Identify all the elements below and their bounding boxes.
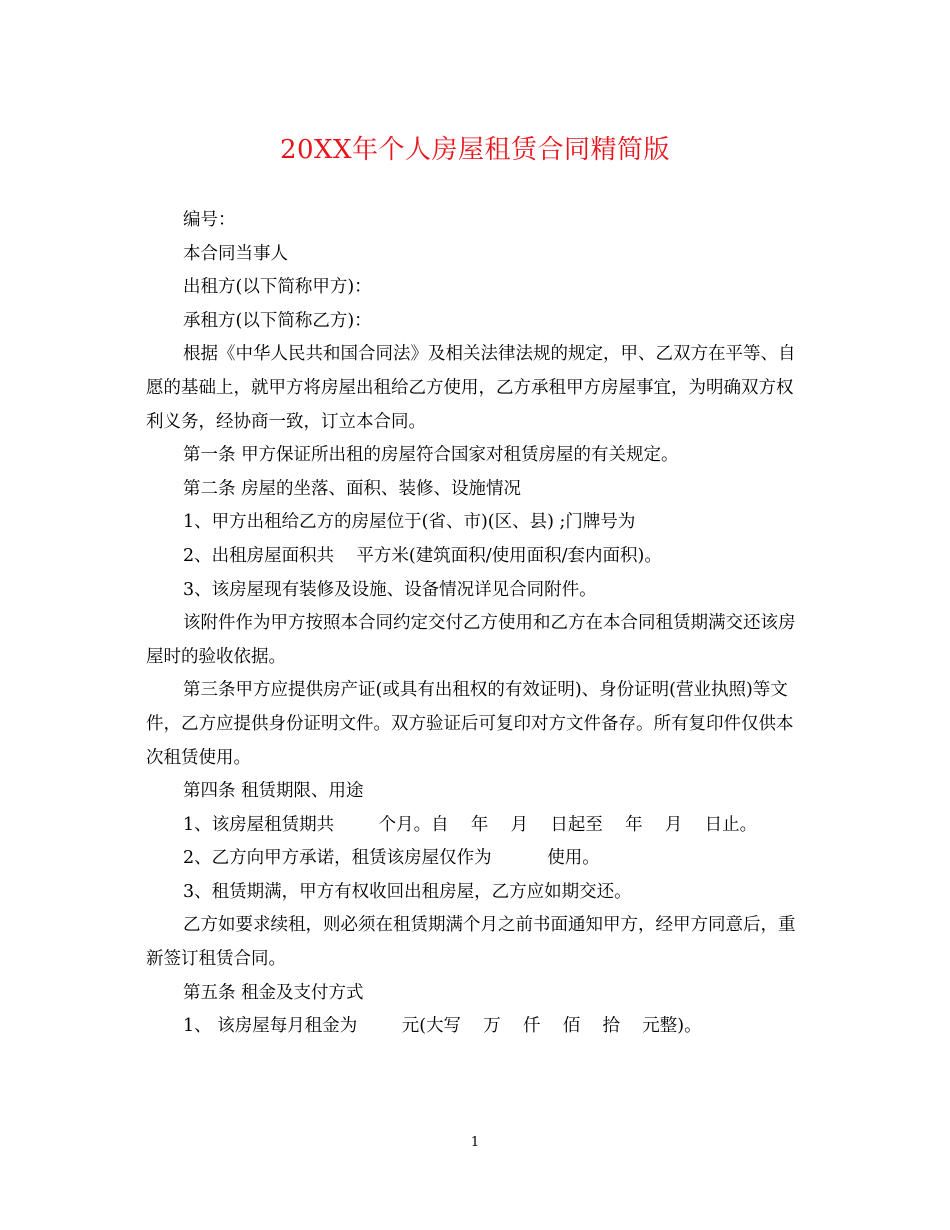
article-2-item-3: 3、该房屋现有装修及设施、设备情况详见合同附件。: [183, 579, 597, 600]
page-number: 1: [470, 1135, 480, 1150]
contract-number-line: 编号：: [183, 210, 236, 230]
article-2-heading: 第二条 房屋的坐落、面积、装修、设施情况: [183, 478, 522, 499]
article-2-item-2: 2、出租房屋面积共 平方米(建筑面积/使用面积/套内面积)。: [183, 545, 662, 566]
article-4-item-2: 2、乙方向甲方承诺，租赁该房屋仅作为 使用。: [183, 848, 600, 869]
article-4-heading: 第四条 租赁期限、用途: [183, 781, 364, 802]
article-4-item-3: 3、租赁期满，甲方有权收回出租房屋，乙方应如期交还。: [183, 881, 632, 902]
preamble-paragraph: 根据《中华人民共和国合同法》及相关法律法规的规定，甲、乙双方在平等、自愿的基础上，就甲方将房屋出租给乙方使用，乙方承租甲方房屋事宜，为明确双方权利义务，经协商一致，订立本合同。: [146, 344, 796, 432]
lessee-line: 承租方(以下简称乙方)：: [183, 310, 372, 331]
document-title: 20XX年个人房屋租赁合同精简版: [279, 135, 671, 165]
article-2-item-1: 1、甲方出租给乙方的房屋位于(省、市)(区、县) ;门牌号为: [183, 512, 636, 533]
parties-heading: 本合同当事人: [183, 243, 288, 264]
lessor-line: 出租方(以下简称甲方)：: [183, 277, 372, 298]
article-5-item-1: 1、 该房屋每月租金为 元(大写 万 仟 佰 拾 元整)。: [183, 1016, 702, 1037]
renewal-paragraph: 乙方如要求续租，则必须在租赁期满个月之前书面通知甲方，经甲方同意后，重新签订租赁合同。: [146, 915, 796, 970]
article-1: 第一条 甲方保证所出租的房屋符合国家对租赁房屋的有关规定。: [183, 445, 679, 466]
article-3: 第三条甲方应提供房产证(或具有出租权的有效证明)、身份证明(营业执照)等文件，乙方应提供身份证明文件。双方验证后可复印对方文件备存。所有复印件仅供本次租赁使用。: [146, 680, 794, 768]
article-5-heading: 第五条 租金及支付方式: [183, 982, 364, 1003]
attachment-paragraph: 该附件作为甲方按照本合同约定交付乙方使用和乙方在本合同租赁期满交还该房屋时的验收依据。: [146, 613, 796, 667]
article-4-item-1: 1、该房屋租赁期共 个月。自 年 月 日起至 年 月 日止。: [183, 814, 758, 835]
contract-body: [146, 204, 806, 1044]
